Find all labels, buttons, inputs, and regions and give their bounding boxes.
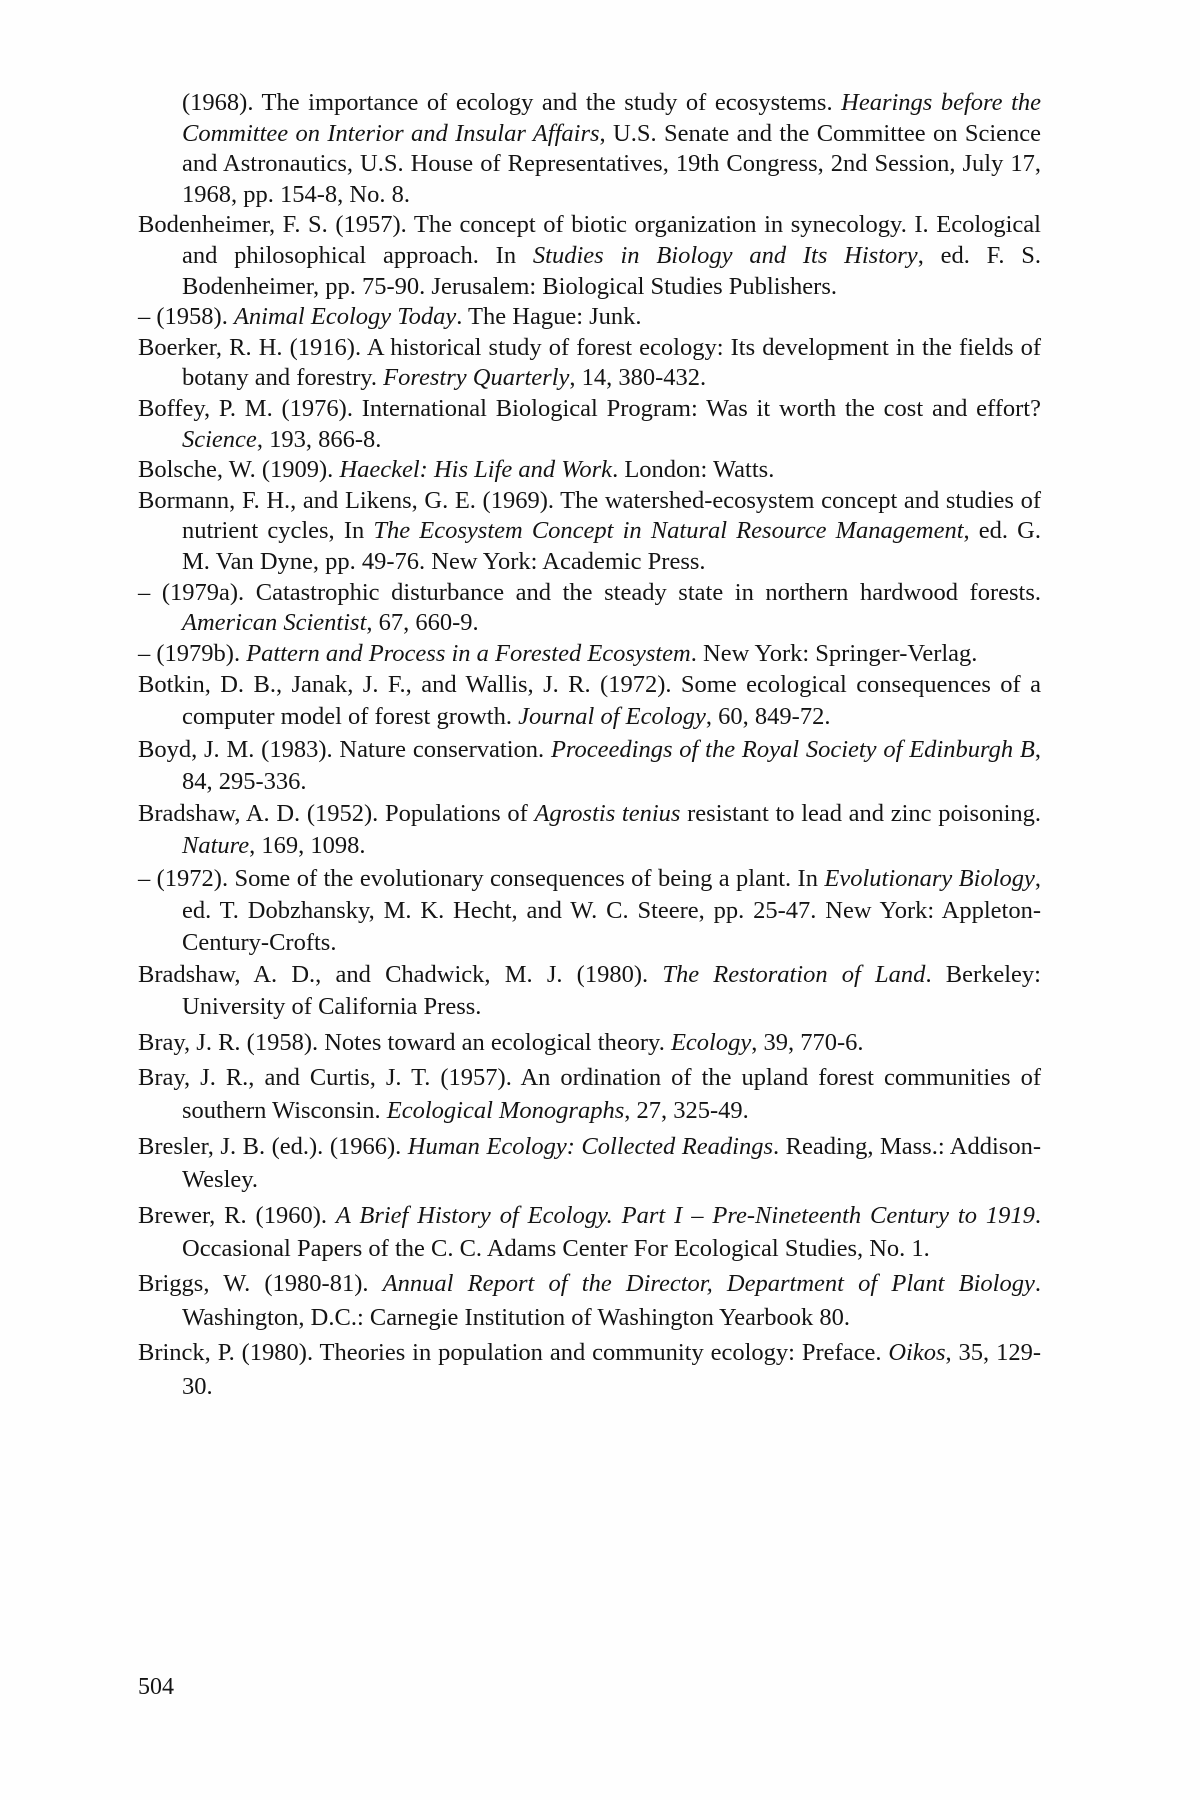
reference-title-italic: Ecology — [670, 1028, 752, 1056]
reference-text: , 84, 295-336. — [182, 735, 1041, 795]
reference-entry — [138, 1336, 1041, 1403]
reference-text: , 39, 770-6. — [751, 1028, 864, 1056]
reference-text: , ed. F. S. Bodenheimer, pp. 75-90. Jerusalem: Biological Studies Publishers. — [182, 241, 1041, 300]
reference-text: Boyd, J. M. (1983). Nature conservation. — [138, 735, 551, 763]
reference-title-italic: Science — [182, 425, 257, 453]
reference-entry — [138, 333, 1041, 394]
reference-text: , 27, 325-49. — [624, 1097, 749, 1125]
reference-entry — [138, 394, 1041, 455]
reference-text: , 35, 129-30. — [182, 1339, 1041, 1400]
reference-entry — [138, 1199, 1041, 1266]
reference-text: . Washington, D.C.: Carnegie Institution of Washington Yearbook 80. — [182, 1270, 1041, 1331]
reference-title-italic: Annual Report of the Director, Department of Plant Biology — [382, 1270, 1035, 1298]
reference-title-italic: Human Ecology: Collected Readings — [407, 1132, 774, 1160]
reference-title-italic: Nature — [182, 832, 250, 860]
reference-text: . Berkeley: University of California Press. — [182, 961, 1041, 1021]
reference-text: Bray, J. R. (1958). Notes toward an ecological theory. — [138, 1028, 671, 1056]
reference-title-italic: Ecological Monographs — [386, 1097, 625, 1125]
reference-text: Botkin, D. B., Janak, J. F., and Wallis, J. R. (1972). Some ecological consequences of a computer model of forest growth. — [138, 671, 1041, 731]
reference-entry — [138, 669, 1041, 733]
reference-list — [138, 88, 1041, 1403]
reference-text: , ed. G. M. Van Dyne, pp. 49-76. New York: Academic Press. — [182, 517, 1041, 575]
reference-entry — [138, 1061, 1041, 1128]
reference-text: . Reading, Mass.: Addison-Wesley. — [182, 1132, 1041, 1194]
reference-entry — [138, 863, 1041, 960]
reference-text: . The Hague: Junk. — [456, 303, 642, 331]
reference-text: Boffey, P. M. (1976). International Biological Program: Was it worth the cost and effort? — [138, 394, 1041, 422]
reference-title-italic: The Ecosystem Concept in Natural Resource Management — [373, 517, 964, 545]
reference-text: , 67, 660-9. — [366, 609, 479, 637]
reference-title-italic: Oikos — [888, 1339, 946, 1367]
reference-entry — [138, 959, 1041, 1023]
reference-text: – (1958). — [138, 303, 234, 331]
reference-entry — [138, 734, 1041, 798]
reference-entry — [138, 798, 1041, 862]
reference-entry — [138, 210, 1041, 302]
reference-text: , U.S. Senate and the Committee on Science and Astronautics, U.S. House of Representatives, 19th Congress, 2nd Session, July 17, 1968, pp. 154-8, No. 8. — [182, 119, 1041, 208]
reference-entry — [138, 1026, 1041, 1059]
reference-text: Bresler, J. B. (ed.). (1966). — [138, 1132, 408, 1160]
reference-text: Bray, J. R., and Curtis, J. T. (1957). An ordination of the upland forest communities of southern Wisconsin. — [138, 1063, 1041, 1125]
reference-text: . London: Watts. — [612, 456, 775, 484]
page-number: 504 — [138, 1674, 174, 1700]
reference-title-italic: Studies in Biology and Its History — [532, 241, 918, 269]
reference-title-italic: Agrostis tenius — [534, 800, 681, 828]
reference-text: , ed. T. Dobzhansky, M. K. Hecht, and W. C. Steere, pp. 25-47. New York: Appleton-Century-Crofts. — [182, 864, 1042, 956]
reference-text: , 193, 866-8. — [256, 425, 382, 453]
reference-text: (1968). The importance of ecology and the study of ecosystems. — [182, 89, 842, 116]
reference-text: – (1979b). — [138, 639, 247, 667]
reference-title-italic: Animal Ecology Today — [233, 303, 457, 331]
reference-title-italic: A Brief History of Ecology. Part I – Pre-Nineteenth Century to 1919 — [335, 1201, 1035, 1229]
reference-text: – (1979a). Catastrophic disturbance and the steady state in northern hardwood forests. — [138, 578, 1041, 606]
reference-text: . New York: Springer-Verlag. — [690, 639, 978, 667]
reference-title-italic: Forestry Quarterly — [383, 364, 570, 392]
reference-text: Bradshaw, A. D. (1952). Populations of — [138, 800, 535, 828]
reference-title-italic: Hearings before the Committee on Interior and Insular Affairs — [182, 89, 1041, 147]
reference-title-italic: Pattern and Process in a Forested Ecosystem — [246, 639, 691, 667]
reference-text: Briggs, W. (1980-81). — [138, 1270, 383, 1298]
reference-text: Bradshaw, A. D., and Chadwick, M. J. (1980). — [138, 961, 663, 989]
reference-text: – (1972). Some of the evolutionary consequences of being a plant. In — [138, 864, 825, 892]
reference-text: resistant to lead and zinc poisoning. — [680, 800, 1041, 828]
reference-title-italic: Evolutionary Biology — [824, 864, 1035, 892]
reference-text: Brewer, R. (1960). — [138, 1201, 336, 1229]
reference-text: , 60, 849-72. — [705, 703, 831, 731]
reference-text: , 169, 1098. — [249, 832, 366, 860]
reference-text: , 14, 380-432. — [569, 364, 707, 392]
reference-entry — [138, 1130, 1041, 1197]
reference-entry — [138, 639, 1041, 670]
reference-title-italic: Haeckel: His Life and Work — [339, 456, 613, 484]
reference-entry — [138, 486, 1041, 578]
reference-entry — [138, 302, 1041, 333]
reference-title-italic: Journal of Ecology — [518, 703, 706, 731]
reference-text: Bolsche, W. (1909). — [138, 456, 340, 484]
reference-title-italic: American Scientist — [182, 609, 367, 637]
reference-text: Bormann, F. H., and Likens, G. E. (1969). The watershed-ecosystem concept and studies of nutrient cycles, In — [138, 486, 1041, 545]
reference-title-italic: Proceedings of the Royal Society of Edinburgh B — [550, 735, 1035, 763]
reference-entry — [138, 1267, 1041, 1334]
reference-text: Bodenheimer, F. S. (1957). The concept of biotic organization in synecology. I. Ecological and philosophical approach. In — [138, 211, 1041, 269]
reference-title-italic: The Restoration of Land — [662, 961, 926, 989]
reference-entry — [138, 578, 1041, 639]
reference-text: Brinck, P. (1980). Theories in population and community ecology: Preface. — [138, 1339, 889, 1367]
reference-entry — [138, 455, 1041, 486]
reference-text: Boerker, R. H. (1916). A historical study of forest ecology: Its development in the fields of botany and forestry. — [138, 333, 1041, 392]
reference-entry — [138, 88, 1041, 210]
reference-text: . Occasional Papers of the C. C. Adams Center For Ecological Studies, No. 1. — [182, 1201, 1041, 1262]
